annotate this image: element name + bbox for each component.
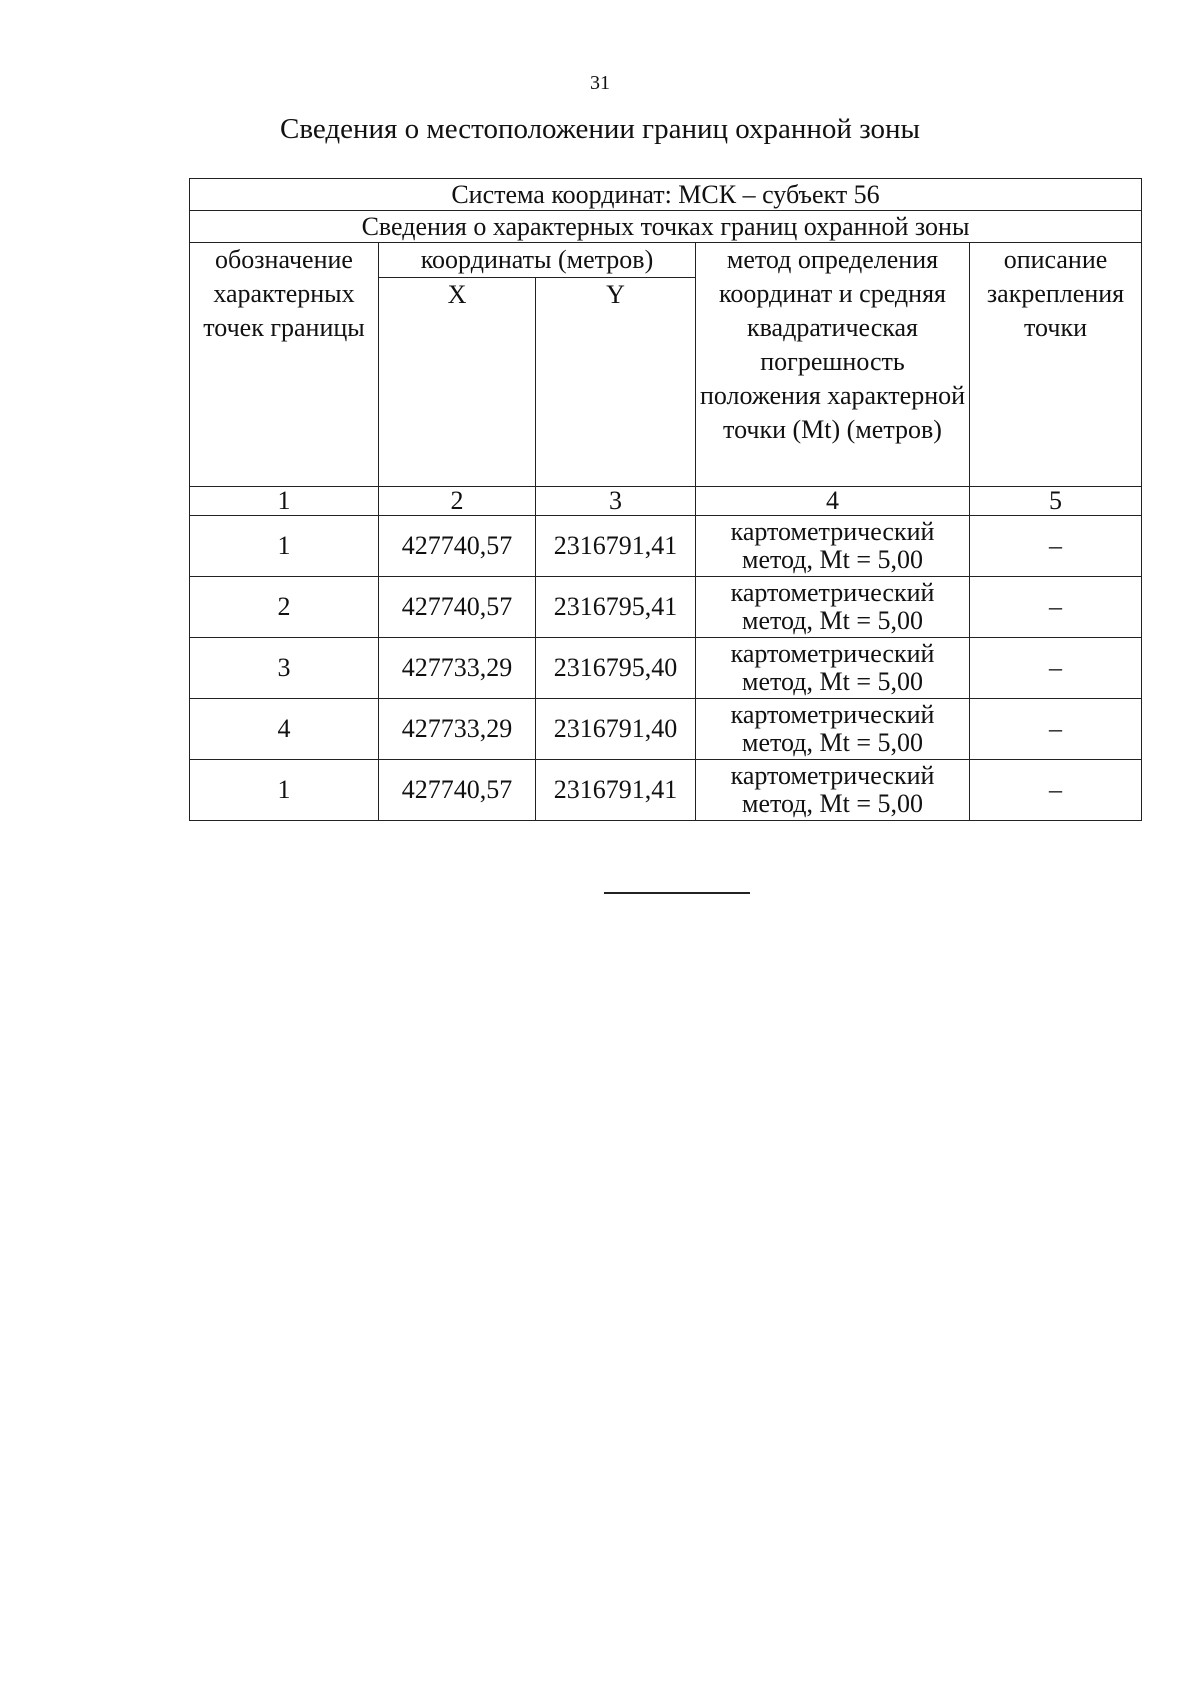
column-number: 3 [536,487,696,516]
end-of-document-rule [604,892,750,894]
x-cell: 427740,57 [379,760,536,821]
x-cell: 427740,57 [379,516,536,577]
document-title: Сведения о местоположении границ охранной зоны [279,113,920,145]
header-coordinates: координаты (метров) [379,243,696,278]
column-number: 5 [970,487,1142,516]
table-row [190,516,1142,577]
column-number: 4 [696,487,970,516]
column-numbers-row [190,487,1142,516]
column-number: 1 [190,487,379,516]
header-x: X [379,278,536,487]
point-cell: 2 [190,577,379,638]
method-cell: картометрический метод, Mt = 5,00 [696,638,970,699]
fixing-cell: – [970,577,1142,638]
y-cell: 2316791,40 [536,699,696,760]
table-row [190,577,1142,638]
method-cell: картометрический метод, Mt = 5,00 [696,577,970,638]
page-number: 31 [590,72,610,94]
x-cell: 427740,57 [379,577,536,638]
point-cell: 1 [190,516,379,577]
boundary-points-table [189,178,1142,821]
header-fixing-description: описание закрепления точки [970,243,1142,487]
table-row [190,699,1142,760]
y-cell: 2316791,41 [536,516,696,577]
table-row [190,760,1142,821]
method-cell: картометрический метод, Mt = 5,00 [696,699,970,760]
header-point-designation: обозначение характерных точек границы [190,243,379,487]
method-cell: картометрический метод, Mt = 5,00 [696,516,970,577]
x-cell: 427733,29 [379,638,536,699]
fixing-cell: – [970,699,1142,760]
x-cell: 427733,29 [379,699,536,760]
y-cell: 2316791,41 [536,760,696,821]
method-cell: картометрический метод, Mt = 5,00 [696,760,970,821]
fixing-cell: – [970,516,1142,577]
column-number: 2 [379,487,536,516]
point-cell: 1 [190,760,379,821]
coordinate-system-cell: Система координат: МСК – субъект 56 [190,179,1142,211]
y-cell: 2316795,40 [536,638,696,699]
point-cell: 4 [190,699,379,760]
header-y: Y [536,278,696,487]
section-title-cell: Сведения о характерных точках границ охранной зоны [190,211,1142,243]
point-cell: 3 [190,638,379,699]
fixing-cell: – [970,760,1142,821]
header-method: метод определения координат и средняя квадратическая погрешность положения характерной точки (Mt) (метров) [696,243,970,487]
table-row [190,638,1142,699]
y-cell: 2316795,41 [536,577,696,638]
fixing-cell: – [970,638,1142,699]
